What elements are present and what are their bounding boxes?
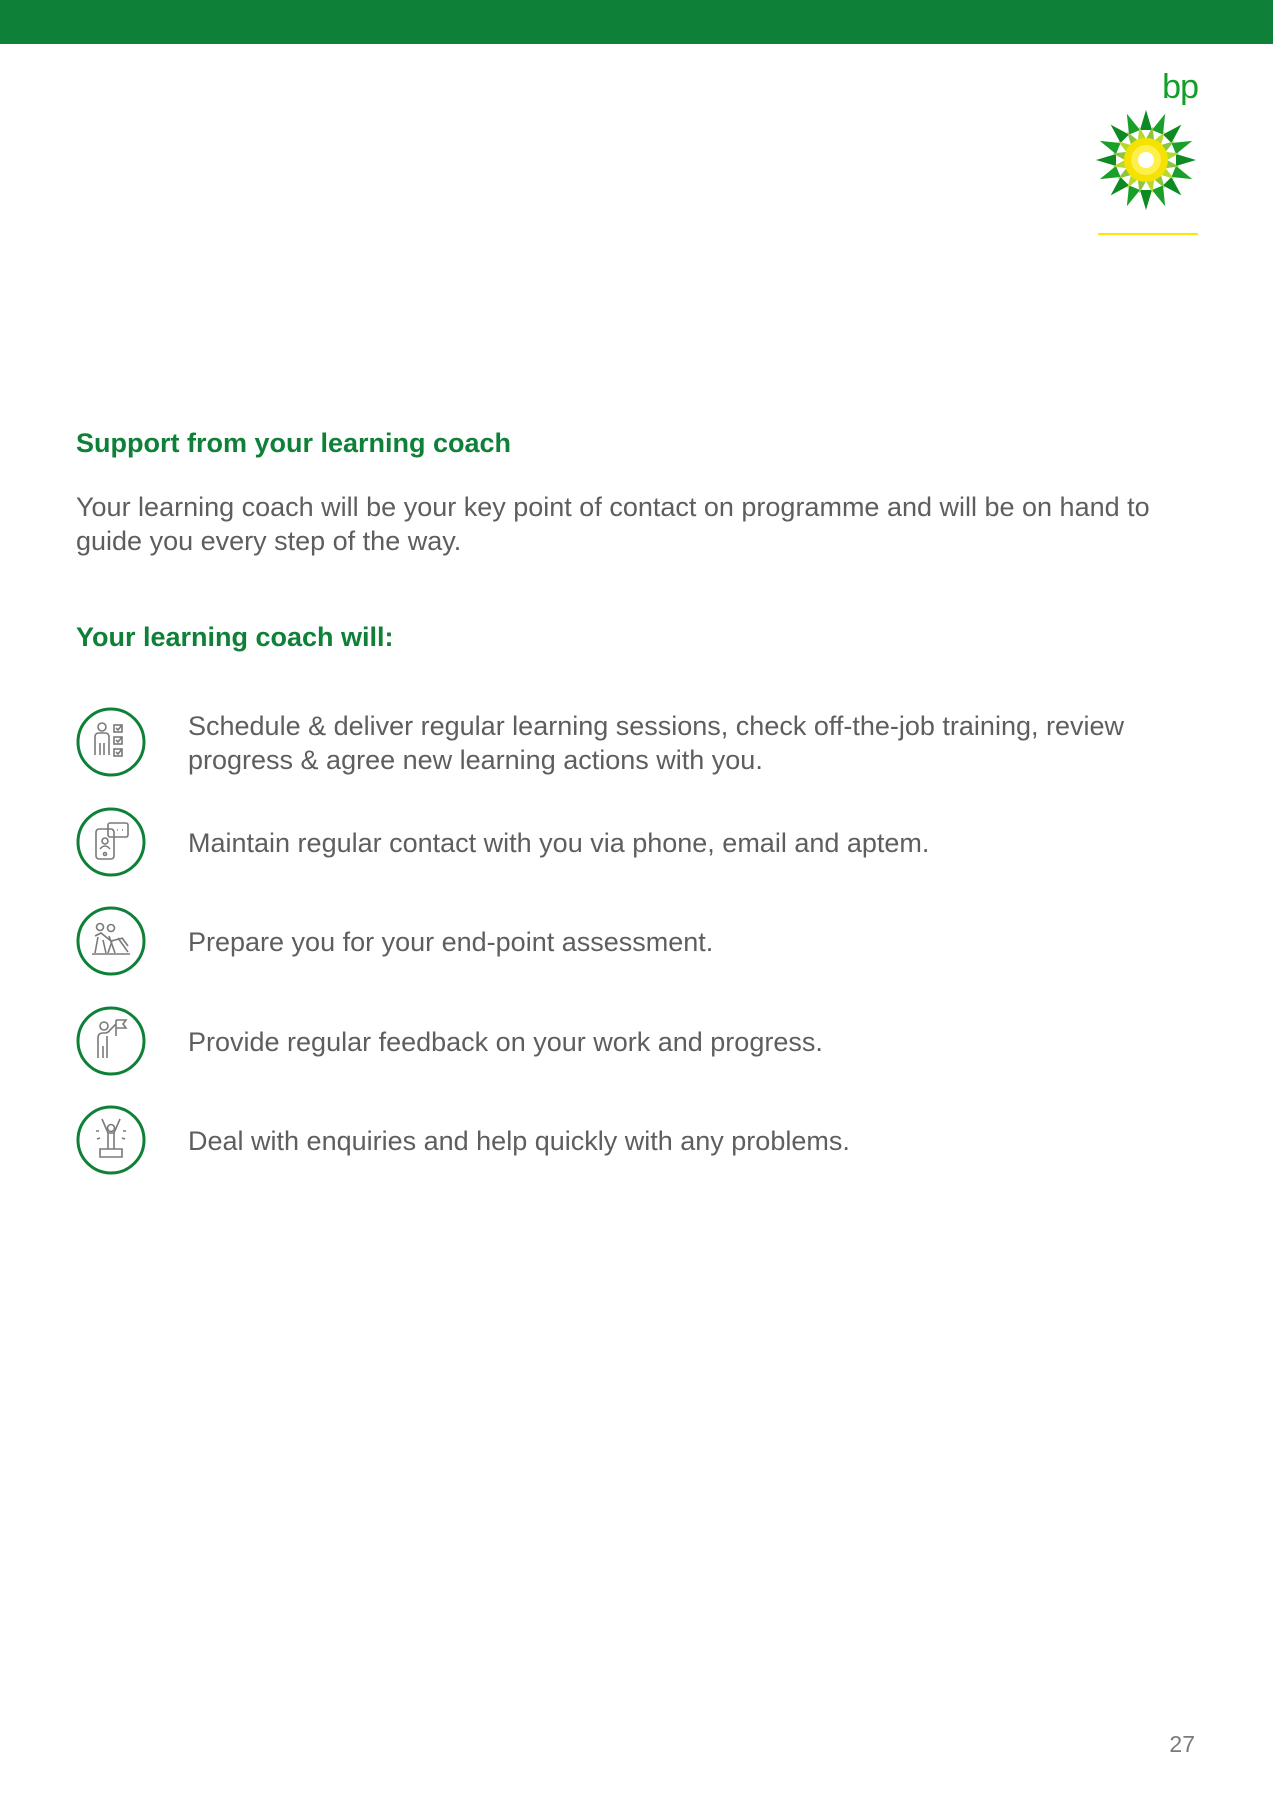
person-flag-icon <box>76 1006 146 1076</box>
logo-wordmark: bp <box>1162 68 1198 106</box>
section-title: Support from your learning coach <box>76 428 512 458</box>
list-item-text: Deal with enquiries and help quickly with any problems. <box>188 1126 850 1156</box>
list-item <box>76 807 1196 879</box>
intro-paragraph: Your learning coach will be your key point of contact on programme and will be on hand to guide you every step of the way. <box>76 492 1150 556</box>
list-item-text: Schedule & deliver regular learning sessions, check off-the-job training, review progress & agree new learning actions with you. <box>188 711 1124 775</box>
checklist-person-icon <box>76 707 146 777</box>
helios-sun-icon <box>1094 108 1198 212</box>
list-item <box>76 707 1196 779</box>
bp-logo <box>1094 70 1198 240</box>
list-item <box>76 1006 1196 1078</box>
teamwork-people-icon <box>76 906 146 976</box>
list-item-text: Maintain regular contact with you via phone, email and aptem. <box>188 828 930 858</box>
phone-message-icon <box>76 807 146 877</box>
list-item <box>76 906 1196 978</box>
logo-underline <box>1098 233 1198 235</box>
list-item <box>76 1105 1196 1177</box>
celebrating-person-icon <box>76 1105 146 1175</box>
list-title: Your learning coach will: <box>76 622 394 652</box>
list-item-text: Provide regular feedback on your work and progress. <box>188 1027 823 1057</box>
top-banner <box>0 0 1273 44</box>
page-number: 27 <box>1169 1731 1195 1757</box>
list-item-text: Prepare you for your end-point assessment. <box>188 927 714 957</box>
